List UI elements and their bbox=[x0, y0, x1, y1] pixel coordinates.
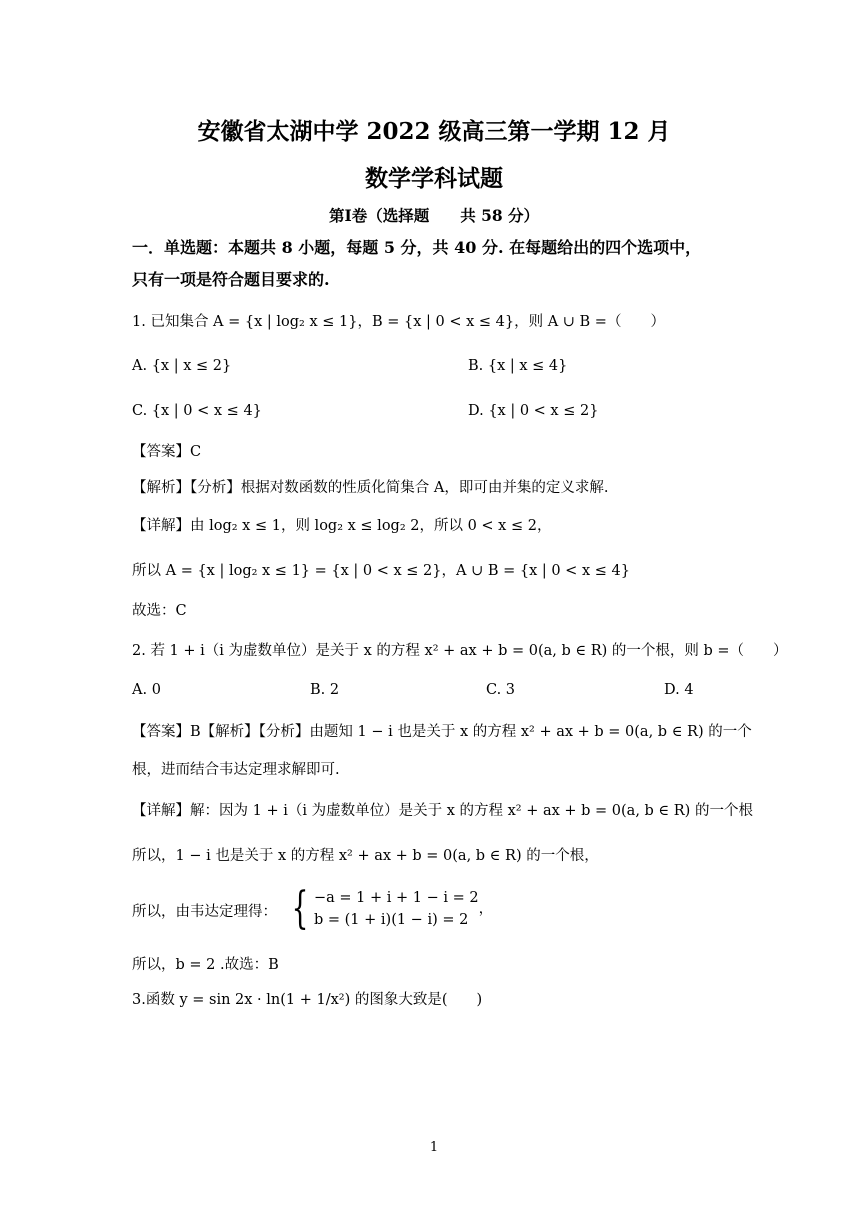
vieta-eq-sum: −a = 1 + i + 1 − i = 2 bbox=[314, 890, 479, 906]
q2-conclusion: 所以，b = 2 .故选：B bbox=[132, 957, 279, 973]
exam-title: 安徽省太湖中学 2022 级高三第一学期 12 月 bbox=[197, 118, 671, 145]
left-brace: { bbox=[291, 883, 309, 934]
exam-subject-title: 数学学科试题 bbox=[365, 165, 503, 192]
q1-option-d: D. {x | 0 < x ≤ 2} bbox=[468, 403, 599, 419]
q1-analysis: 【解析】【分析】根据对数函数的性质化简集合 A，即可由并集的定义求解. bbox=[132, 480, 609, 496]
q1-answer: 【答案】C bbox=[132, 444, 202, 460]
q1-option-c: C. {x | 0 < x ≤ 4} bbox=[132, 403, 262, 419]
q2-detail-line3-prefix: 所以，由韦达定理得： bbox=[132, 904, 277, 920]
q2-option-a: A. 0 bbox=[132, 682, 161, 698]
q2-answer-line2: 根，进而结合韦达定理求解即可. bbox=[132, 762, 340, 778]
q2-detail-line2: 所以，1 − i 也是关于 x 的方程 x² + ax + b = 0(a, b ∈ R) 的一个根， bbox=[132, 848, 599, 864]
eq-tail-comma: ， bbox=[478, 901, 494, 917]
q3-stem: 3.函数 y = sin 2x · ln(1 + 1/x²) 的图象大致是( ) bbox=[132, 992, 483, 1008]
q1-option-a: A. {x | x ≤ 2} bbox=[132, 358, 232, 374]
section-heading-line1: 一．单选题：本题共 8 小题，每题 5 分，共 40 分. 在每题给出的四个选项中， bbox=[132, 238, 702, 257]
q1-detail-line2: 所以 A = {x | log₂ x ≤ 1} = {x | 0 < x ≤ 2}，A ∪ B = {x | 0 < x ≤ 4} bbox=[132, 563, 630, 579]
q2-stem: 2. 若 1 + i（i 为虚数单位）是关于 x 的方程 x² + ax + b = 0(a, b ∈ R) 的一个根，则 b =（ ） bbox=[132, 643, 788, 659]
q2-option-c: C. 3 bbox=[486, 682, 516, 698]
vieta-equation-system bbox=[286, 883, 494, 934]
volume-subtitle: 第Ⅰ卷（选择题 共 58 分） bbox=[328, 206, 540, 225]
q2-option-d: D. 4 bbox=[664, 682, 694, 698]
q2-option-b: B. 2 bbox=[310, 682, 340, 698]
q1-choice: 故选：C bbox=[132, 603, 187, 619]
q1-option-b: B. {x | x ≤ 4} bbox=[468, 358, 568, 374]
q2-detail-line1: 【详解】解：因为 1 + i（i 为虚数单位）是关于 x 的方程 x² + ax + b = 0(a, b ∈ R) 的一个根 bbox=[132, 803, 753, 819]
q1-detail-line1: 【详解】由 log₂ x ≤ 1，则 log₂ x ≤ log₂ 2，所以 0 < x ≤ 2， bbox=[132, 518, 552, 534]
section-heading-line2: 只有一项是符合题目要求的. bbox=[132, 270, 330, 289]
q1-stem: 1. 已知集合 A = {x | log₂ x ≤ 1}，B = {x | 0 < x ≤ 4}，则 A ∪ B =（ ） bbox=[132, 314, 665, 330]
page-number: 1 bbox=[429, 1140, 439, 1155]
vieta-eq-product: b = (1 + i)(1 − i) = 2 bbox=[314, 912, 469, 928]
q2-answer-line1: 【答案】B【解析】【分析】由题知 1 − i 也是关于 x 的方程 x² + ax + b = 0(a, b ∈ R) 的一个 bbox=[132, 724, 752, 740]
